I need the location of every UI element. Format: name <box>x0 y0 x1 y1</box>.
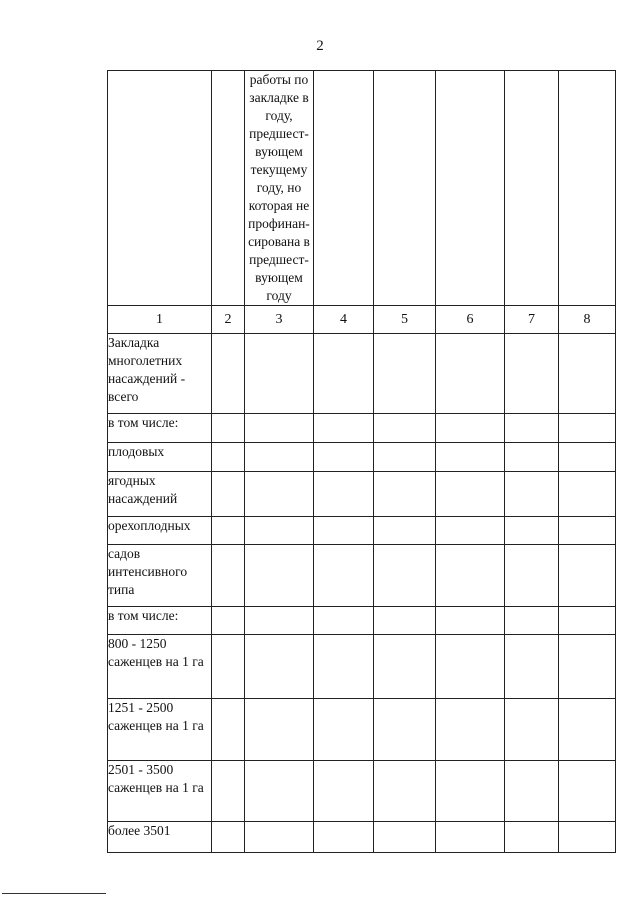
table-row <box>108 334 616 414</box>
column-number: 8 <box>559 306 616 334</box>
header-cell <box>314 71 374 306</box>
table-row <box>108 761 616 822</box>
header-row <box>108 71 616 306</box>
header-cell <box>108 71 212 306</box>
header-cell <box>436 71 505 306</box>
row-label: 800 - 1250 саженцев на 1 га <box>108 635 212 699</box>
row-label: орехоплодных <box>108 517 212 545</box>
table-row <box>108 517 616 545</box>
row-label: в том числе: <box>108 607 212 635</box>
header-cell <box>505 71 559 306</box>
column-number: 1 <box>108 306 212 334</box>
table-row <box>108 443 616 472</box>
column-number: 2 <box>212 306 245 334</box>
column-numbers-row <box>108 306 616 334</box>
row-label: ягодных насаждений <box>108 472 212 517</box>
table-row <box>108 414 616 443</box>
row-label: плодовых <box>108 443 212 472</box>
table-row <box>108 635 616 699</box>
header-cell <box>559 71 616 306</box>
column-number: 6 <box>436 306 505 334</box>
column-number: 3 <box>245 306 314 334</box>
row-label: 1251 - 2500 саженцев на 1 га <box>108 699 212 761</box>
table-row <box>108 545 616 607</box>
row-label: 2501 - 3500 саженцев на 1 га <box>108 761 212 822</box>
column-number: 5 <box>374 306 436 334</box>
table-row <box>108 699 616 761</box>
header-cell <box>212 71 245 306</box>
column-number: 4 <box>314 306 374 334</box>
header-cell <box>374 71 436 306</box>
table-row <box>108 472 616 517</box>
data-table <box>107 70 616 853</box>
page-number: 2 <box>316 38 324 54</box>
row-label: садов интенсивного типа <box>108 545 212 607</box>
row-label: в том числе: <box>108 414 212 443</box>
table-row <box>108 822 616 853</box>
column-number: 7 <box>505 306 559 334</box>
footnote-separator <box>2 893 106 894</box>
row-label: более 3501 <box>108 822 212 853</box>
header-cell-note: работы по закладке в году, предшест-вующем текущему году, но которая не профинан-сирована в предшест-вующем году <box>245 71 314 306</box>
row-label: Закладка многолетних насаждений - всего <box>108 334 212 414</box>
table-row <box>108 607 616 635</box>
